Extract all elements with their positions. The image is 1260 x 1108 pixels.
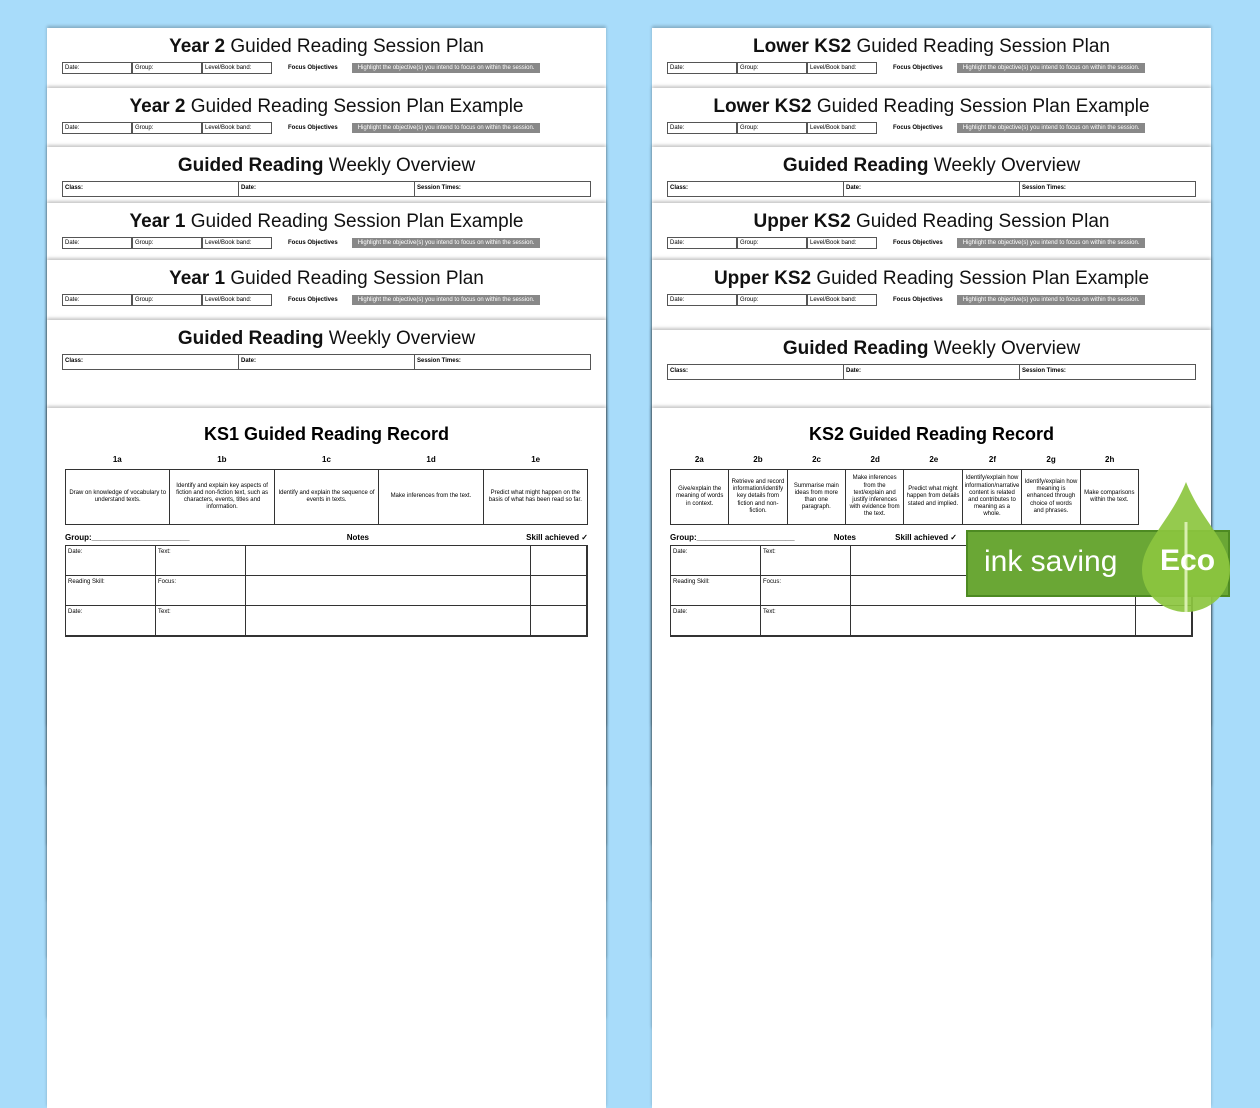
cell-date: Date: — [667, 294, 737, 306]
cell-text: Text: — [156, 606, 246, 636]
skill-code: 2a — [694, 455, 704, 464]
cell-date: Date: — [239, 355, 415, 369]
worksheet-title — [652, 211, 1211, 233]
skill-description: Make inferences from the text. — [379, 470, 483, 524]
worksheet-title — [47, 328, 606, 350]
skill-description: Identify and explain key aspects of fiction and non-fiction text, such as characters, events, titles and information. — [170, 470, 274, 524]
title-rest: Weekly Overview — [928, 338, 1081, 359]
plan-header-table — [62, 294, 606, 306]
skill-code: 1a — [112, 455, 122, 464]
cell-date: Date: — [62, 237, 132, 249]
group-row — [65, 533, 588, 543]
group-label: Group:______________________ — [670, 533, 795, 542]
weekly-header-table — [667, 364, 1196, 380]
skill-cell — [531, 546, 587, 576]
cell-date: Date: — [66, 546, 156, 576]
cell-group: Group: — [737, 294, 807, 306]
focus-objectives: Focus Objectives — [893, 240, 943, 246]
skill-achieved-label: Skill achieved ✓ — [526, 533, 588, 542]
weekly-header-table — [62, 181, 591, 197]
title-bold: Year 1 — [129, 211, 186, 232]
title-rest: Guided Reading Session Plan — [225, 268, 484, 289]
cell-level: Level/Book band: — [807, 237, 877, 249]
cell-date: Date: — [844, 365, 1020, 379]
cell-date: Date: — [62, 122, 132, 134]
cell-date: Date: — [62, 62, 132, 74]
plan-header-table — [667, 62, 1211, 74]
plan-header-table — [667, 294, 1211, 306]
cell-group: Group: — [132, 122, 202, 134]
title-rest: Guided Reading Session Plan — [850, 211, 1110, 232]
cell-date: Date: — [62, 294, 132, 306]
notes-cell — [246, 576, 531, 606]
title-bold: Year 2 — [129, 96, 186, 117]
cell-date: Date: — [671, 606, 761, 636]
cell-date: Date: — [66, 606, 156, 636]
cell-date: Date: — [667, 62, 737, 74]
highlight-note: Highlight the objective(s) you intend to focus on within the session. — [352, 238, 541, 248]
cell-focus: Focus: — [156, 576, 246, 606]
skill-codes — [670, 455, 1139, 465]
skill-description: Give/explain the meaning of words in context. — [671, 470, 729, 524]
cell-date: Date: — [667, 237, 737, 249]
title-bold: Guided Reading — [177, 328, 324, 349]
focus-objectives: Focus Objectives — [288, 240, 338, 246]
highlight-note: Highlight the objective(s) you intend to focus on within the session. — [957, 63, 1146, 73]
cell-class: Class: — [668, 182, 844, 196]
skill-description: Identify/explain how information/narrative content is related and contributes to meaning as a whole. — [963, 470, 1023, 524]
skill-code: 2c — [812, 455, 822, 464]
title-rest: Weekly Overview — [928, 155, 1081, 176]
notes-label: Notes — [346, 533, 369, 542]
group-label: Group:______________________ — [65, 533, 190, 542]
title-bold: Guided Reading — [782, 338, 929, 359]
cell-date: Date: — [667, 122, 737, 134]
highlight-note: Highlight the objective(s) you intend to focus on within the session. — [957, 238, 1146, 248]
focus-objectives: Focus Objectives — [893, 125, 943, 131]
title-bold: Year 1 — [169, 268, 226, 289]
focus-objectives: Focus Objectives — [288, 65, 338, 71]
weekly-header-table — [667, 181, 1196, 197]
skill-code: 1b — [217, 455, 227, 464]
skill-code: 1d — [426, 455, 436, 464]
cell-group: Group: — [737, 122, 807, 134]
cell-text: Text: — [761, 606, 851, 636]
record-title: KS2 Guided Reading Record — [808, 424, 1055, 444]
worksheet-title — [47, 211, 606, 233]
cell-session_times: Session Times: — [1022, 185, 1066, 191]
cell-class: Class: — [63, 355, 239, 369]
skill-description: Draw on knowledge of vocabulary to understand texts. — [66, 470, 170, 524]
worksheet-title — [47, 96, 606, 118]
worksheet-title — [652, 268, 1211, 290]
worksheet-title — [47, 155, 606, 177]
skill-cell — [531, 576, 587, 606]
worksheet-title — [652, 155, 1211, 177]
group-row — [670, 533, 957, 543]
skill-code: 2d — [870, 455, 880, 464]
cell-level: Level/Book band: — [202, 122, 272, 134]
cell-focus: Focus: — [761, 576, 851, 606]
badge-text: ink saving — [984, 545, 1118, 578]
highlight-note: Highlight the objective(s) you intend to focus on within the session. — [352, 295, 541, 305]
skill-codes — [65, 455, 588, 465]
cell-level: Level/Book band: — [202, 62, 272, 74]
title-rest: Guided Reading Session Plan Example — [811, 96, 1150, 117]
plan-header-table — [667, 237, 1211, 249]
cell-class: Class: — [668, 365, 844, 379]
cell-session_times: Session Times: — [417, 185, 461, 191]
skill-code: 2g — [1046, 455, 1056, 464]
skill-code: 2f — [988, 455, 996, 464]
title-bold: Upper KS2 — [713, 268, 812, 289]
notes-label: Notes — [833, 533, 856, 542]
cell-text: Text: — [156, 546, 246, 576]
highlight-note: Highlight the objective(s) you intend to focus on within the session. — [957, 295, 1146, 305]
cell-reading_skill: Reading Skill: — [671, 576, 761, 606]
title-bold: Lower KS2 — [713, 96, 812, 117]
cell-reading_skill: Reading Skill: — [66, 576, 156, 606]
focus-objectives: Focus Objectives — [288, 297, 338, 303]
title-bold: Lower KS2 — [753, 36, 852, 57]
skill-cell — [531, 606, 587, 636]
title-rest: Guided Reading Session Plan Example — [185, 96, 524, 117]
title-bold: Guided Reading — [782, 155, 929, 176]
notes-cell — [246, 606, 531, 636]
cell-group: Group: — [132, 62, 202, 74]
cell-session_times: Session Times: — [1022, 368, 1066, 374]
title-bold: Year 2 — [169, 36, 226, 57]
weekly-header-table — [62, 354, 591, 370]
skill-description: Predict what might happen from details stated and implied. — [904, 470, 962, 524]
title-rest: Guided Reading Session Plan Example — [185, 211, 524, 232]
cell-date: Date: — [671, 546, 761, 576]
cell-level: Level/Book band: — [807, 294, 877, 306]
cell-level: Level/Book band: — [202, 294, 272, 306]
skill-achieved-label: Skill achieved ✓ — [895, 533, 957, 542]
title-rest: Weekly Overview — [323, 155, 476, 176]
cell-date: Date: — [239, 182, 415, 196]
notes-cell — [851, 606, 1136, 636]
skill-description: Make inferences from the text/explain and justify inferences with evidence from the text. — [846, 470, 904, 524]
cell-group: Group: — [737, 62, 807, 74]
record-title: KS1 Guided Reading Record — [203, 424, 450, 444]
plan-header-table — [62, 237, 606, 249]
focus-objectives: Focus Objectives — [893, 297, 943, 303]
cell-session_times: Session Times: — [417, 358, 461, 364]
cell-group: Group: — [132, 237, 202, 249]
cell-date: Date: — [844, 182, 1020, 196]
title-rest: Weekly Overview — [323, 328, 476, 349]
cell-text: Text: — [761, 546, 851, 576]
plan-header-table — [62, 122, 606, 134]
skill-code: 2h — [1105, 455, 1115, 464]
title-rest: Guided Reading Session Plan — [225, 36, 484, 57]
worksheet-title — [47, 36, 606, 58]
skill-description: Identify/explain how meaning is enhanced through choice of words and phrases. — [1022, 470, 1080, 524]
record-grid — [65, 545, 588, 637]
title-rest: Guided Reading Session Plan Example — [811, 268, 1150, 289]
focus-objectives: Focus Objectives — [288, 125, 338, 131]
skill-description: Make comparisons within the text. — [1084, 489, 1135, 503]
skill-descriptions — [670, 469, 1139, 525]
worksheet-title — [652, 36, 1211, 58]
highlight-note: Highlight the objective(s) you intend to focus on within the session. — [352, 123, 541, 133]
title-rest: Guided Reading Session Plan — [851, 36, 1110, 57]
title-bold: Upper KS2 — [753, 211, 851, 232]
cell-level: Level/Book band: — [202, 237, 272, 249]
worksheet-title — [652, 338, 1211, 360]
skill-description: Identify and explain the sequence of events in texts. — [275, 470, 379, 524]
skill-code: 1e — [531, 455, 541, 464]
cell-level: Level/Book band: — [807, 62, 877, 74]
skill-code: 1c — [322, 455, 331, 464]
cell-group: Group: — [132, 294, 202, 306]
cell-level: Level/Book band: — [807, 122, 877, 134]
skill-code: 2b — [753, 455, 763, 464]
eco-label: Eco — [1160, 544, 1216, 577]
cell-group: Group: — [737, 237, 807, 249]
skill-description: Summarise main ideas from more than one paragraph. — [788, 470, 846, 524]
plan-header-table — [667, 122, 1211, 134]
highlight-note: Highlight the objective(s) you intend to focus on within the session. — [957, 123, 1146, 133]
guided-reading-record — [652, 408, 1211, 1108]
skill-description: Predict what might happen on the basis of what has been read so far. — [488, 489, 582, 503]
notes-cell — [246, 546, 531, 576]
worksheet-title — [652, 96, 1211, 118]
guided-reading-record — [47, 408, 606, 1108]
highlight-note: Highlight the objective(s) you intend to focus on within the session. — [352, 63, 541, 73]
skill-descriptions — [65, 469, 588, 525]
cell-class: Class: — [63, 182, 239, 196]
focus-objectives: Focus Objectives — [893, 65, 943, 71]
worksheet-title — [47, 268, 606, 290]
skill-description: Retrieve and record information/identify key details from fiction and non-fiction. — [729, 470, 787, 524]
skill-code: 2e — [929, 455, 939, 464]
plan-header-table — [62, 62, 606, 74]
title-bold: Guided Reading — [177, 155, 324, 176]
